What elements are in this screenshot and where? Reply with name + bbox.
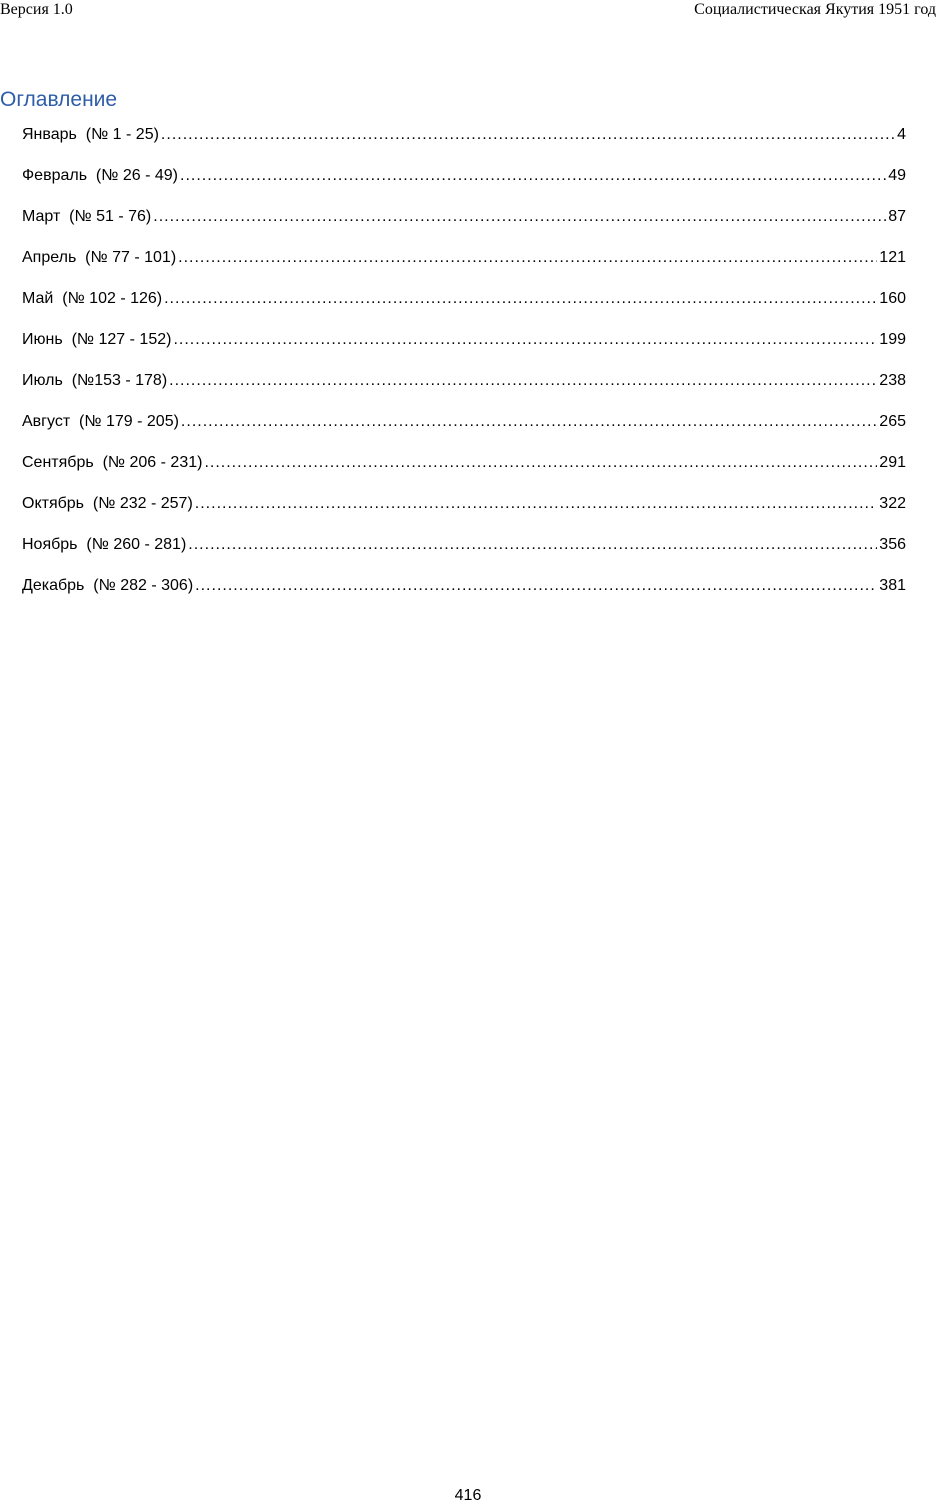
toc-entry-page: 291 bbox=[879, 454, 906, 471]
dot-leader bbox=[195, 492, 878, 516]
toc-entry-june[interactable] bbox=[22, 328, 906, 369]
toc-entry-february[interactable] bbox=[22, 164, 906, 205]
toc-entry-may[interactable] bbox=[22, 287, 906, 328]
toc-entry-march[interactable] bbox=[22, 205, 906, 246]
toc-entry-january[interactable] bbox=[22, 123, 906, 164]
toc-entry-page: 49 bbox=[888, 167, 906, 184]
dot-leader bbox=[180, 164, 886, 188]
toc-entry-october[interactable] bbox=[22, 492, 906, 533]
toc-entry-title: Август (№ 179 - 205) bbox=[22, 413, 179, 430]
toc-entry-title: Декабрь (№ 282 - 306) bbox=[22, 577, 194, 594]
toc-list bbox=[22, 123, 906, 615]
dot-leader bbox=[181, 410, 877, 434]
document-version: Версия 1.0 bbox=[0, 1, 73, 18]
toc-entry-page: 199 bbox=[879, 331, 906, 348]
toc-entry-page: 238 bbox=[879, 372, 906, 389]
toc-entry-july[interactable] bbox=[22, 369, 906, 410]
toc-entry-title: Сентябрь (№ 206 - 231) bbox=[22, 454, 203, 471]
dot-leader bbox=[178, 246, 877, 270]
toc-entry-title: Май (№ 102 - 126) bbox=[22, 290, 163, 307]
toc-entry-title: Октябрь (№ 232 - 257) bbox=[22, 495, 193, 512]
toc-entry-page: 381 bbox=[879, 577, 906, 594]
toc-entry-september[interactable] bbox=[22, 451, 906, 492]
toc-entry-title: Июнь (№ 127 - 152) bbox=[22, 331, 172, 348]
dot-leader bbox=[204, 451, 877, 475]
dot-leader bbox=[169, 369, 877, 393]
dot-leader bbox=[164, 287, 877, 311]
dot-leader bbox=[153, 205, 886, 229]
toc-heading: Оглавление bbox=[0, 88, 118, 111]
toc-entry-title: Июль (№153 - 178) bbox=[22, 372, 168, 389]
toc-entry-page: 121 bbox=[879, 249, 906, 266]
document-title: Социалистическая Якутия 1951 год bbox=[694, 1, 936, 18]
toc-entry-april[interactable] bbox=[22, 246, 906, 287]
page-number: 416 bbox=[454, 1487, 482, 1504]
dot-leader bbox=[188, 533, 877, 557]
toc-entry-page: 4 bbox=[897, 126, 906, 143]
dot-leader bbox=[195, 574, 877, 598]
toc-entry-page: 160 bbox=[879, 290, 906, 307]
toc-entry-page: 356 bbox=[879, 536, 906, 553]
toc-entry-november[interactable] bbox=[22, 533, 906, 574]
toc-entry-august[interactable] bbox=[22, 410, 906, 451]
toc-entry-page: 265 bbox=[879, 413, 906, 430]
dot-leader bbox=[161, 123, 895, 147]
toc-entry-page: 87 bbox=[888, 208, 906, 225]
toc-entry-title: Январь (№ 1 - 25) bbox=[22, 126, 159, 143]
running-header bbox=[0, 0, 936, 22]
toc-entry-title: Февраль (№ 26 - 49) bbox=[22, 167, 178, 184]
toc-entry-title: Ноябрь (№ 260 - 281) bbox=[22, 536, 187, 553]
dot-leader bbox=[173, 328, 877, 352]
toc-entry-december[interactable] bbox=[22, 574, 906, 615]
toc-entry-title: Март (№ 51 - 76) bbox=[22, 208, 152, 225]
toc-entry-title: Апрель (№ 77 - 101) bbox=[22, 249, 177, 266]
toc-entry-page: 322 bbox=[879, 495, 906, 512]
